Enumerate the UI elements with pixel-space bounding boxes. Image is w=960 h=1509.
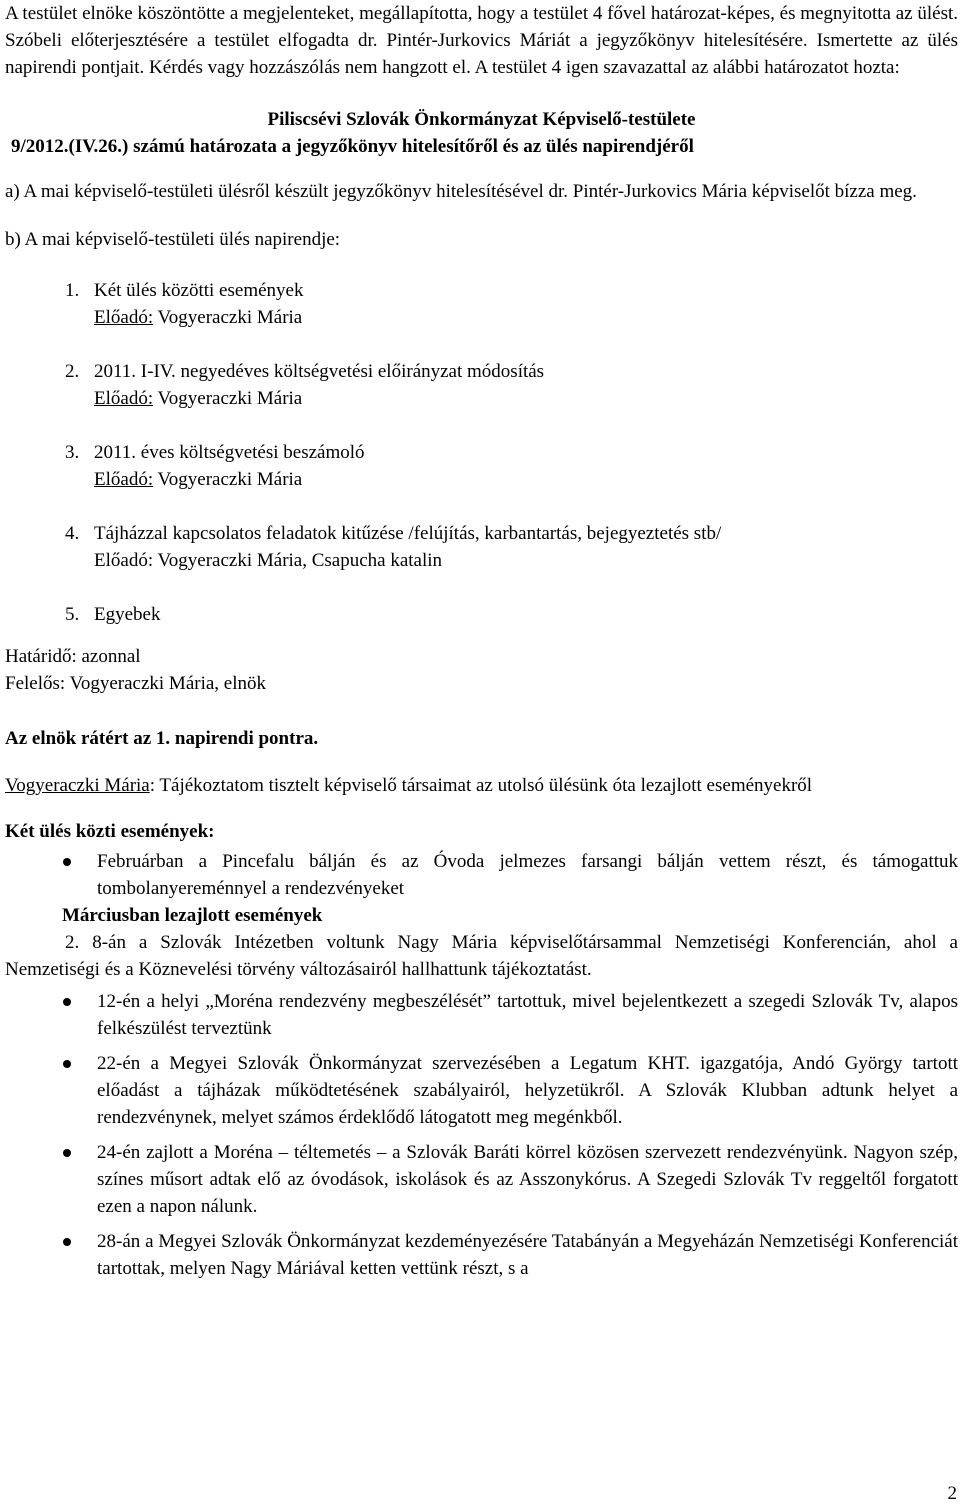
bullet-icon — [5, 1139, 97, 1220]
agenda-title: 2011. I-IV. negyedéves költségvetési előirányzat módosítás — [94, 361, 545, 382]
agenda-title: 2011. éves költségvetési beszámoló — [94, 442, 365, 463]
presenter-name: Vogyeraczki Mária — [153, 469, 303, 490]
bullet-icon — [5, 988, 97, 1042]
resolution-title: 9/2012.(IV.26.) számú határozata a jegyzőkönyv hitelesítőről és az ülés napirendjéről — [11, 136, 694, 157]
list-item: 24-én zajlott a Moréna – téltemetés – a Szlovák Baráti körrel közösen szervezett rendezvényünk. Nagyon szép, színes műsort adtak elő az óvodások, iskolások és az Asszonykórus. A Szegedi Szlovák Tv reggeltől forgatott ezen a napon nálunk. — [5, 1139, 958, 1220]
agenda-presenter — [94, 385, 958, 412]
agenda-title: Egyebek — [94, 604, 161, 625]
bullet-icon — [5, 1228, 97, 1282]
next-point: Az elnök rátért az 1. napirendi pontra. — [5, 728, 319, 749]
list-item: 12-én a helyi „Moréna rendezvény megbeszélését” tartottuk, mivel bejelentkezett a szegedi Szlovák Tv, alapos felkészülést terveztünk — [5, 988, 958, 1042]
presenter-label: Előadó: — [94, 388, 154, 409]
agenda-presenter — [94, 304, 958, 331]
responsible: Felelős: Vogyeraczki Mária, elnök — [5, 673, 267, 694]
events-heading: Két ülés közti események: — [5, 821, 215, 842]
speech-text: : Tájékoztatom tisztelt képviselő társaimat az utolsó ülésünk óta lezajlott eseményekről — [149, 775, 813, 796]
agenda-title: Tájházzal kapcsolatos feladatok kitűzése /felújítás, karbantartás, bejegyeztetés stb/ — [94, 523, 722, 544]
agenda-number: 4. — [65, 523, 80, 544]
agenda-item — [5, 520, 958, 574]
speaker-name: Vogyeraczki Mária — [5, 775, 150, 796]
march-events — [5, 988, 958, 1282]
intro-paragraph: A testület elnöke köszöntötte a megjelenteket, megállapította, hogy a testület 4 fővel határozat-képes, és megnyitotta az ülést. Szóbeli előterjesztésére a testület elfogadta dr. Pintér-Jurkovics Máriát a jegyzőkönyv hitelesítésére. Ismertette az ülés napirendi pontjait. Kérdés vagy hozzászólás nem hangzott el. A testület 4 igen szavazattal az alábbi határozatot hozta: — [5, 3, 958, 78]
presenter-label: Előadó: — [94, 307, 154, 328]
agenda-number: 3. — [65, 442, 80, 463]
agenda-title: Két ülés közötti események — [94, 280, 304, 301]
deadline: Határidő: azonnal — [5, 646, 141, 667]
agenda-presenter — [94, 466, 958, 493]
agenda-item — [5, 439, 958, 493]
document-page — [5, 0, 958, 1282]
presenter-name: Előadó: Vogyeraczki Mária, Csapucha katalin — [94, 550, 443, 571]
presenter-name: Vogyeraczki Mária — [153, 388, 303, 409]
march-heading: Márciusban lezajlott események — [62, 905, 323, 926]
presenter-name: Vogyeraczki Mária — [153, 307, 303, 328]
agenda-item — [5, 277, 958, 331]
agenda-number: 1. — [65, 280, 80, 301]
point-a: a) A mai képviselő-testületi ülésről készült jegyzőkönyv hitelesítésével dr. Pintér-Jurkovics Mária képviselőt bízza meg. — [5, 181, 917, 202]
bullet-icon — [5, 848, 97, 902]
agenda-item — [5, 358, 958, 412]
agenda-number: 5. — [65, 604, 80, 625]
march-lead: 2. 8-án a Szlovák Intézetben voltunk Nagy Mária képviselőtársammal Nemzetiségi Konferencián, ahol a Nemzetiségi és a Köznevelési törvény változásairól hallhattunk tájékoztatást. — [5, 932, 958, 980]
list-item: Februárban a Pincefalu bálján és az Óvoda jelmezes farsangi bálján vettem részt, és támogattuk tombolanyereménnyel a rendezvényeket — [5, 848, 958, 902]
point-b: b) A mai képviselő-testületi ülés napirendje: — [5, 229, 341, 250]
list-item: 22-én a Megyei Szlovák Önkormányzat szervezésében a Legatum KHT. igazgatója, Andó György tartott előadást a tájházak működtetésének szabályairól, helyzetükről. A Szlovák Klubban adtunk helyet a rendezvénynek, melyet számos érdeklődő látogatott meg megénkből. — [5, 1050, 958, 1131]
agenda-presenter — [94, 547, 958, 574]
agenda-number: 2. — [65, 361, 80, 382]
resolution-body: Piliscsévi Szlovák Önkormányzat Képviselő-testülete — [267, 109, 696, 130]
agenda-item — [5, 601, 958, 628]
page-number: 2 — [947, 1483, 957, 1504]
list-item: 28-án a Megyei Szlovák Önkormányzat kezdeményezésére Tatabányán a Megyeházán Nemzetiségi Konferenciát tartottak, melyen Nagy Máriával ketten vettünk részt, s a — [5, 1228, 958, 1282]
speech-paragraph — [5, 772, 958, 799]
february-events — [5, 848, 958, 902]
presenter-label: Előadó: — [94, 469, 154, 490]
agenda-list — [5, 277, 958, 628]
bullet-icon — [5, 1050, 97, 1131]
